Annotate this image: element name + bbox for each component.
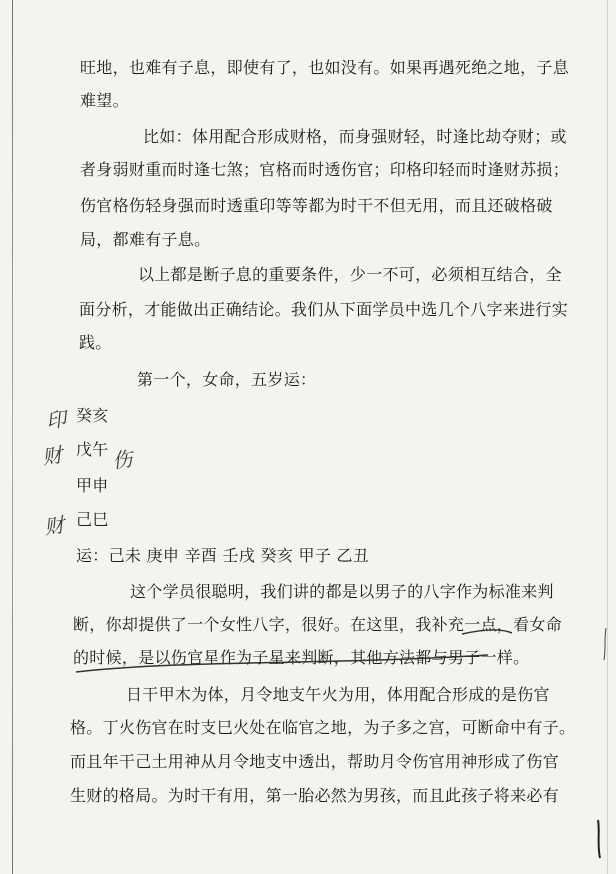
text-line: 面分析，才能做出正确结论。我们从下面学员中选几个八字来进行实: [79, 300, 569, 319]
text-line: 格。丁火伤官在时支巳火处在临官之地，为子多之宫，可断命中有子。: [70, 718, 576, 737]
page-binding-edge: [12, 0, 13, 874]
text-line: 生财的格局。为时干有用，第一胎必然为男孩，而且此孩子将来必有: [70, 786, 560, 805]
text-line: 践。: [79, 333, 112, 352]
text-line: 第一个，女命，五岁运：: [137, 370, 317, 389]
text-line: 旺地，也难有子息，即使有了，也如没有。如果再遇死绝之地，子息: [80, 58, 570, 77]
margin-note-cai-2: 财: [42, 512, 66, 540]
bazi-year-pillar: 癸亥: [76, 406, 109, 425]
page-right-edge: [607, 0, 608, 874]
luck-cycles: 运：己未 庚申 辛酉 壬戌 癸亥 甲子 乙丑: [76, 546, 370, 565]
text-line: 的时候，是以伤官星作为子星来判断，其他方法都与男子一样。: [73, 648, 530, 667]
text-line: 以上都是断子息的重要条件，少一不可，必须相互结合，全: [138, 265, 562, 284]
text-line: 局，都难有子息。: [80, 230, 211, 249]
text-line: 而且年干己土用神从月令地支中透出，帮助月令伤官用神形成了伤官: [70, 752, 560, 771]
bazi-hour-pillar: 己巳: [76, 510, 109, 529]
bazi-month-pillar: 戊午: [76, 440, 109, 459]
text-line: 伤官格伤轻身强而时透重印等等都为时干不但无用，而且还破格破: [80, 196, 553, 215]
bazi-day-pillar: 甲申: [76, 476, 109, 495]
text-line: 断，你却提供了一个女性八字，很好。在这里，我补充一点，看女命: [73, 615, 563, 634]
text-line: 难望。: [80, 91, 129, 110]
margin-note-yin: 印: [44, 406, 68, 434]
text-line: 日干甲木为体，月令地支午火为用，体用配合形成的是伤官: [126, 685, 550, 704]
text-line: 这个学员很聪明，我们讲的都是以男子的八字作为标准来判: [130, 582, 554, 601]
text-line: 者身弱财重而时逢七煞；官格而时透伤官；印格印轻而时逢财苏损；: [80, 160, 570, 179]
margin-note-cai: 财: [40, 442, 64, 470]
text-line: 比如：体用配合形成财格，而身强财轻，时逢比劫夺财；或: [143, 127, 567, 146]
margin-note-shang: 伤: [110, 446, 134, 474]
